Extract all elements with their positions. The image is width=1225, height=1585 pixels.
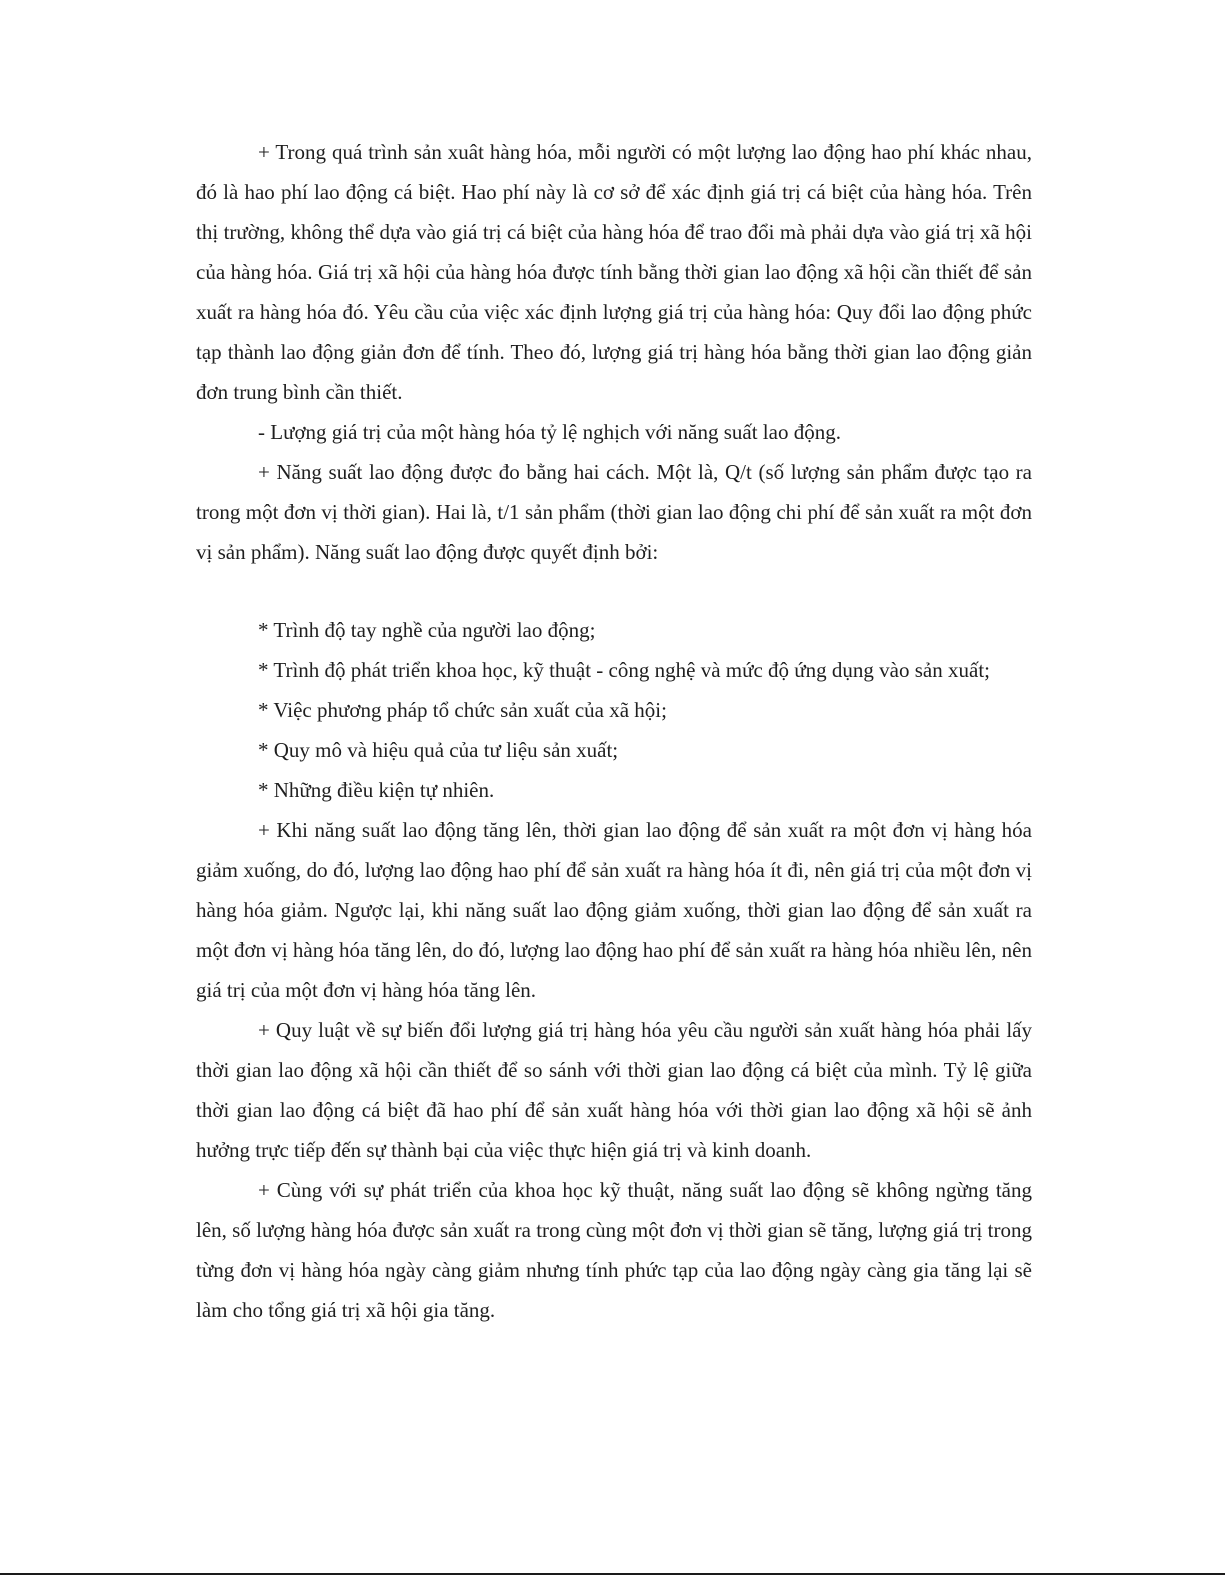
paragraph-gap bbox=[196, 572, 1032, 610]
factor-item-natural-conditions: * Những điều kiện tự nhiên. bbox=[258, 778, 495, 802]
paragraph-productivity-measure: + Năng suất lao động được đo bằng hai cách. Một là, Q/t (số lượng sản phẩm được tạo ra trong một đơn vị thời gian). Hai là, t/1 sản phẩm (thời gian lao động chi phí để sản xuất ra một đơn vị sản phẩm). Năng suất lao động được quyết định bởi: bbox=[196, 460, 1032, 564]
paragraph-technology-development: + Cùng với sự phát triển của khoa học kỹ thuật, năng suất lao động sẽ không ngừng tăng lên, số lượng hàng hóa được sản xuất ra trong cùng một đơn vị thời gian sẽ tăng, lượng giá trị trong từng đơn vị hàng hóa ngày càng giảm nhưng tính phức tạp của lao động ngày càng gia tăng lại sẽ làm cho tổng giá trị xã hội gia tăng. bbox=[196, 1178, 1032, 1322]
paragraph-value-change-law: + Quy luật về sự biến đổi lượng giá trị hàng hóa yêu cầu người sản xuất hàng hóa phải lấy thời gian lao động xã hội cần thiết để so sánh với thời gian lao động cá biệt của mình. Tỷ lệ giữa thời gian lao động cá biệt đã hao phí để sản xuất hàng hóa với thời gian lao động xã hội sẽ ảnh hưởng trực tiếp đến sự thành bại của việc thực hiện giá trị và kinh doanh. bbox=[196, 1018, 1032, 1162]
factor-item-means-of-production: * Quy mô và hiệu quả của tư liệu sản xuất; bbox=[258, 738, 619, 762]
factor-item-organization: * Việc phương pháp tổ chức sản xuất của xã hội; bbox=[258, 698, 667, 722]
document-page bbox=[196, 132, 1032, 1330]
page-bottom-border bbox=[0, 1573, 1225, 1575]
paragraph-productivity-effect: + Khi năng suất lao động tăng lên, thời gian lao động để sản xuất ra một đơn vị hàng hóa giảm xuống, do đó, lượng lao động hao phí để sản xuất ra hàng hóa ít đi, nên giá trị của một đơn vị hàng hóa giảm. Ngược lại, khi năng suất lao động giảm xuống, thời gian lao động để sản xuất ra một đơn vị hàng hóa tăng lên, do đó, lượng lao động hao phí để sản xuất ra hàng hóa nhiều lên, nên giá trị của một đơn vị hàng hóa tăng lên. bbox=[196, 818, 1032, 1002]
factor-item-technology: * Trình độ phát triển khoa học, kỹ thuật - công nghệ và mức độ ứng dụng vào sản xuất; bbox=[258, 658, 990, 682]
paragraph-value-inverse-productivity: - Lượng giá trị của một hàng hóa tỷ lệ nghịch với năng suất lao động. bbox=[258, 420, 841, 444]
factor-item-skill: * Trình độ tay nghề của người lao động; bbox=[258, 618, 596, 642]
paragraph-individual-labor: + Trong quá trình sản xuât hàng hóa, mỗi người có một lượng lao động hao phí khác nhau, đó là hao phí lao động cá biệt. Hao phí này là cơ sở để xác định giá trị cá biệt của hàng hóa. Trên thị trường, không thể dựa vào giá trị cá biệt của hàng hóa để trao đổi mà phải dựa vào giá trị xã hội của hàng hóa. Giá trị xã hội của hàng hóa được tính bằng thời gian lao động xã hội cần thiết để sản xuất ra hàng hóa đó. Yêu cầu của việc xác định lượng giá trị của hàng hóa: Quy đổi lao động phức tạp thành lao động giản đơn để tính. Theo đó, lượng giá trị hàng hóa bằng thời gian lao động giản đơn trung bình cần thiết. bbox=[196, 140, 1032, 404]
